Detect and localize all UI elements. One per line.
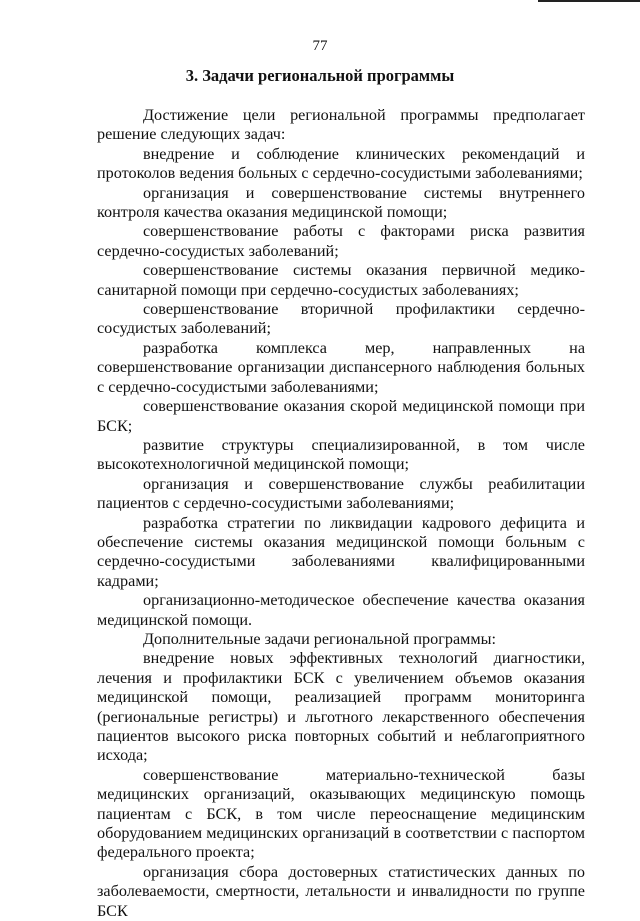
- body-text: [97, 106, 585, 921]
- paragraph-task: организация и совершенствование службы реабилитации пациентов с сердечно-сосудистыми заболеваниями;: [97, 474, 585, 513]
- paragraph-task: внедрение и соблюдение клинических рекомендаций и протоколов ведения больных с сердечно-сосудистыми заболеваниями;: [97, 144, 585, 183]
- paragraph-additional-task: организация сбора достоверных статистических данных по заболеваемости, смертности, летальности и инвалидности по группе БСК: [97, 862, 585, 920]
- paragraph-task: развитие структуры специализированной, в том числе высокотехнологичной медицинской помощи;: [97, 435, 585, 474]
- section-title: 3. Задачи региональной программы: [185, 66, 455, 85]
- paragraph-additional-heading: Дополнительные задачи региональной программы:: [143, 629, 496, 648]
- paragraph-task: разработка стратегии по ликвидации кадрового дефицита и обеспечение системы оказания медицинской помощи больным с сердечно-сосудистыми заболеваниями квалифицированными кадрами;: [97, 513, 585, 590]
- paragraph-task: организация и совершенствование системы внутреннего контроля качества оказания медицинской помощи;: [97, 183, 585, 222]
- paragraph-intro: Достижение цели региональной программы предполагает решение следующих задач:: [97, 106, 585, 144]
- paragraph-additional-task: совершенствование материально-технической базы медицинских организаций, оказывающих медицинскую помощь пациентам с БСК, в том числе переоснащение медицинским оборудованием медицинских организаций в соответствии с паспортом федерального проекта;: [97, 765, 585, 862]
- top-edge-rule: [538, 0, 640, 5]
- paragraph-task: организационно-методическое обеспечение качества оказания медицинской помощи.: [97, 591, 585, 629]
- paragraph-task: совершенствование оказания скорой медицинской помощи при БСК;: [97, 397, 585, 435]
- paragraph-task: разработка комплекса мер, направленных на совершенствование организации диспансерного наблюдения больных с сердечно-сосудистыми заболеваниями;: [97, 338, 585, 396]
- paragraph-additional-task: внедрение новых эффективных технологий диагностики, лечения и профилактики БСК с увеличением объемов оказания медицинской помощи, реализацией программ мониторинга (региональные регистры) и льготного лекарственного обеспечения пациентов высокого риска повторных событий и неблагоприятного исхода;: [97, 649, 585, 765]
- paragraph-task: совершенствование вторичной профилактики сердечно-сосудистых заболеваний;: [97, 300, 585, 338]
- paragraph-task: совершенствование системы оказания первичной медико-санитарной помощи при сердечно-сосудистых заболеваниях;: [97, 261, 585, 299]
- page-number: 77: [312, 38, 328, 54]
- paragraph-task: совершенствование работы с факторами риска развития сердечно-сосудистых заболеваний;: [97, 222, 585, 260]
